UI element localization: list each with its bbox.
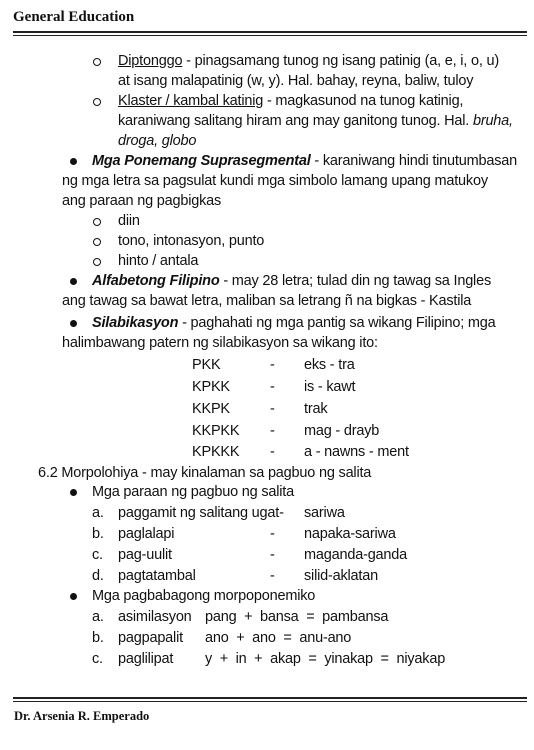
syllable-dash: - — [270, 423, 275, 439]
filled-bullet-icon — [70, 593, 77, 600]
klaster-line-2 — [118, 111, 513, 131]
syllable-pattern: KKPK — [192, 401, 230, 417]
klaster-definition: - magkasunod na tunog katinig, — [263, 93, 464, 109]
paraan-letter: d. — [92, 568, 104, 584]
syllable-pattern: PKK — [192, 357, 221, 373]
paraan-dash: - — [270, 526, 275, 542]
footer-rule-thick — [13, 697, 527, 699]
header-rule-thin — [13, 35, 527, 36]
silabikasyon-line-2: halimbawang patern ng silabikasyon sa wikang ito: — [62, 335, 378, 351]
paraan-example: silid-aklatan — [304, 568, 378, 584]
paraan-method: pag-uulit — [118, 547, 172, 563]
silabikasyon-line-1 — [92, 313, 496, 333]
klaster-line-2-text: karaniwang salitang hiram ang may ganitong tunog. Hal. — [118, 113, 473, 129]
paraan-method: paggamit ng salitang ugat- — [118, 505, 284, 521]
pagbabago-formula: ano + ano = anu-ano — [205, 630, 352, 646]
paraan-method: paglalapi — [118, 526, 175, 542]
filled-bullet-icon — [70, 320, 77, 327]
filled-bullet-icon — [70, 278, 77, 285]
pagbabago-letter: a. — [92, 609, 104, 625]
syllable-example: eks - tra — [304, 357, 355, 373]
paraan-dash: - — [270, 568, 275, 584]
pagbabago-letter: c. — [92, 651, 103, 667]
klaster-line-1 — [118, 91, 463, 111]
syllable-dash: - — [270, 444, 275, 460]
suprasegmental-item: diin — [118, 213, 140, 229]
paraan-dash: - — [270, 547, 275, 563]
alfabeto-definition: - may 28 letra; tulad din ng tawag sa Ingles — [219, 273, 491, 289]
diptonggo-line-2: at isang malapatinig (w, y). Hal. bahay, reyna, baliw, tuloy — [118, 73, 474, 89]
syllable-dash: - — [270, 357, 275, 373]
filled-bullet-icon — [70, 158, 77, 165]
diptonggo-term: Diptonggo — [118, 53, 183, 69]
paraan-letter: a. — [92, 505, 104, 521]
pagbabago-title: Mga pagbabagong morpoponemiko — [92, 588, 316, 604]
syllable-dash: - — [270, 401, 275, 417]
paraan-method: pagtatambal — [118, 568, 196, 584]
silabikasyon-definition: - paghahati ng mga pantig sa wikang Filipino; mga — [178, 315, 496, 331]
circle-bullet-icon — [93, 98, 101, 106]
silabikasyon-term: Silabikasyon — [92, 315, 179, 331]
syllable-example: mag - drayb — [304, 423, 380, 439]
klaster-example: bruha, — [472, 113, 513, 129]
circle-bullet-icon — [93, 218, 101, 226]
syllable-example: a - nawns - ment — [304, 444, 409, 460]
paraan-example: sariwa — [304, 505, 345, 521]
footer-author: Dr. Arsenia R. Emperado — [14, 709, 150, 723]
pagbabago-name: paglilipat — [118, 651, 174, 667]
paraan-letter: c. — [92, 547, 103, 563]
alfabeto-term: Alfabetong Filipino — [92, 273, 220, 289]
alfabeto-line-1 — [92, 271, 491, 291]
pagbabago-name: asimilasyon — [118, 609, 192, 625]
paraan-example: napaka-sariwa — [304, 526, 396, 542]
suprasegmental-definition: - karaniwang hindi tinutumbasan — [310, 153, 517, 169]
pagbabago-formula: pang + bansa = pambansa — [205, 609, 389, 625]
syllable-pattern: KKPKK — [192, 423, 240, 439]
suprasegmental-line-1 — [92, 151, 517, 171]
paraan-title: Mga paraan ng pagbuo ng salita — [92, 484, 294, 500]
header-rule-thick — [13, 31, 527, 33]
circle-bullet-icon — [93, 58, 101, 66]
syllable-example: is - kawt — [304, 379, 356, 395]
paraan-letter: b. — [92, 526, 104, 542]
klaster-term: Klaster / kambal katinig — [118, 93, 264, 109]
diptonggo-definition: - pinagsamang tunog ng isang patinig (a, e, i, o, u) — [182, 53, 499, 69]
suprasegmental-line-3: ang paraan ng pagbigkas — [62, 193, 222, 209]
diptonggo-line-1 — [118, 51, 499, 71]
pagbabago-formula: y + in + akap = yinakap = niyakap — [205, 651, 446, 667]
syllable-example: trak — [304, 401, 328, 417]
syllable-pattern: KPKK — [192, 379, 230, 395]
pagbabago-name: pagpapalit — [118, 630, 183, 646]
suprasegmental-term: Mga Ponemang Suprasegmental — [92, 153, 311, 169]
circle-bullet-icon — [93, 258, 101, 266]
suprasegmental-line-2: ng mga letra sa pagsulat kundi mga simbolo lamang upang matukoy — [62, 173, 488, 189]
klaster-line-3: droga, globo — [118, 133, 197, 149]
syllable-dash: - — [270, 379, 275, 395]
alfabeto-line-2: ang tawag sa bawat letra, maliban sa letrang ñ na bigkas - Kastila — [62, 293, 472, 309]
suprasegmental-item: tono, intonasyon, punto — [118, 233, 265, 249]
morpolohiya-heading: 6.2 Morpolohiya - may kinalaman sa pagbuo ng salita — [38, 465, 372, 481]
footer-rule-thin — [13, 701, 527, 702]
syllable-pattern: KPKKK — [192, 444, 240, 460]
page-header-title: General Education — [13, 9, 135, 25]
paraan-example: maganda-ganda — [304, 547, 408, 563]
pagbabago-letter: b. — [92, 630, 104, 646]
circle-bullet-icon — [93, 238, 101, 246]
filled-bullet-icon — [70, 489, 77, 496]
suprasegmental-item: hinto / antala — [118, 253, 199, 269]
